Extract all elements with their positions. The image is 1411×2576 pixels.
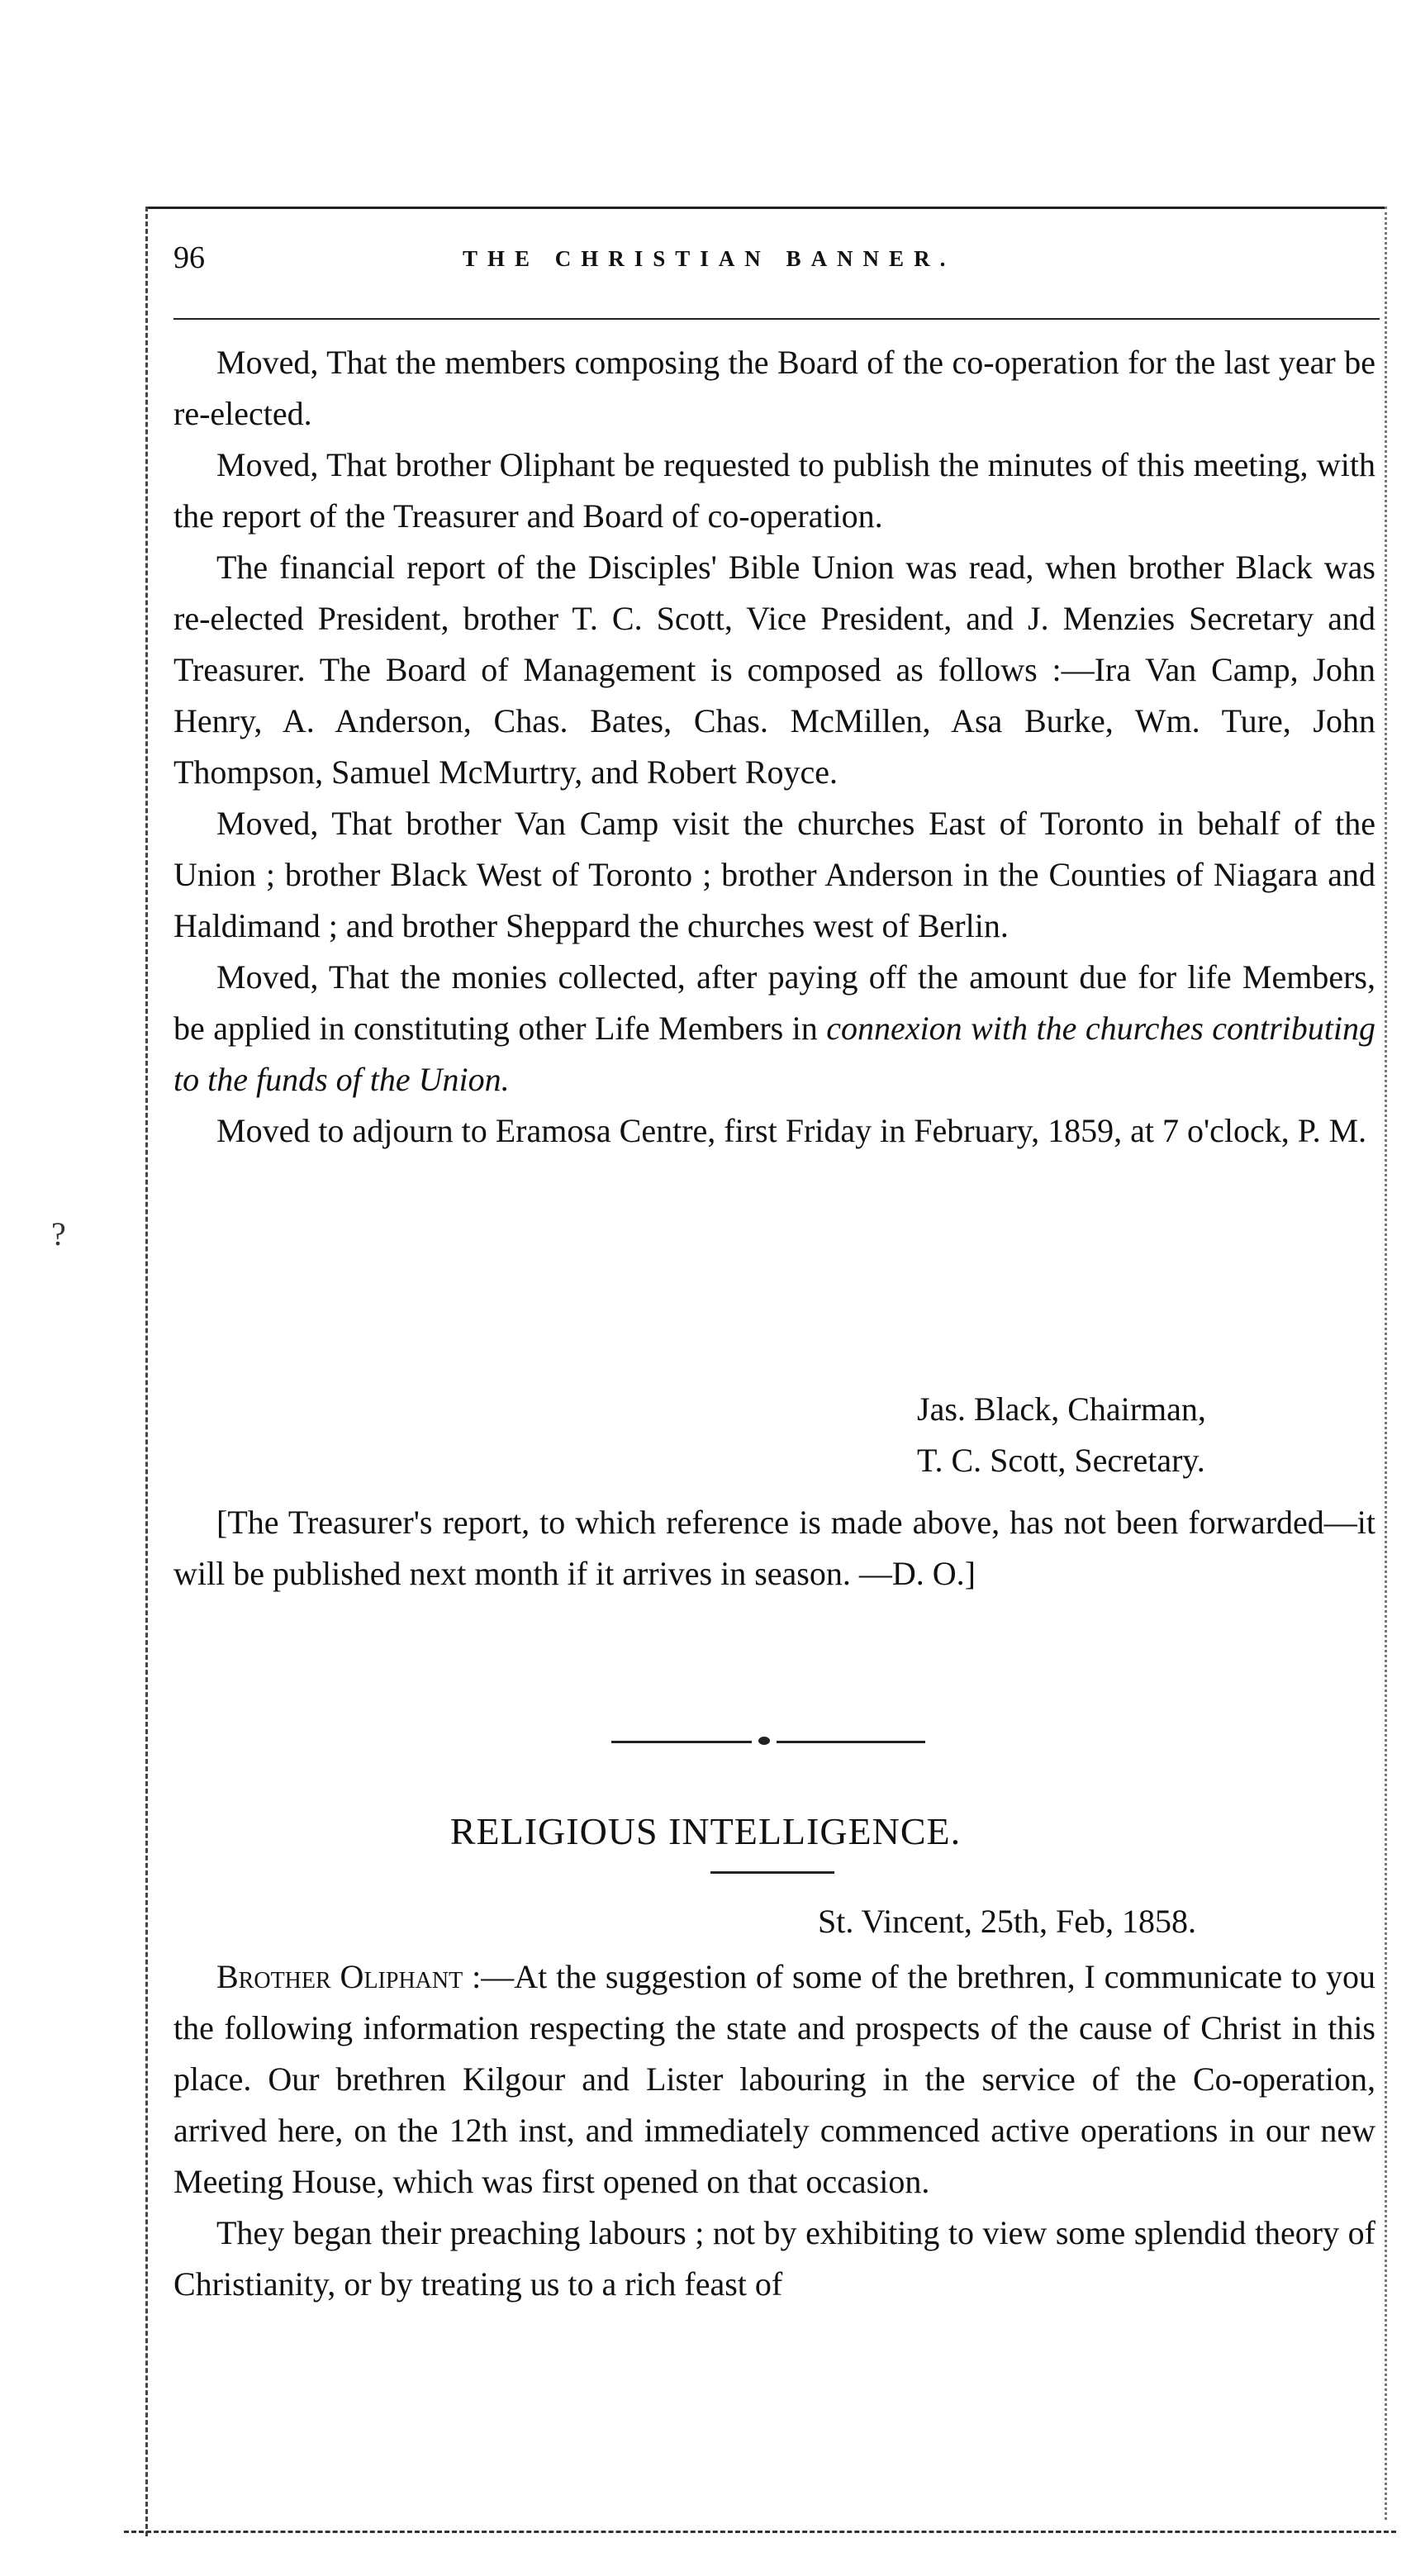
minutes-paragraph-4: Moved, That brother Van Camp visit the churches East of Toronto in behalf of the Union ; brother Black West of Toronto ; brother Anderson in the Counties of Niagara and Haldimand ; and brother Sheppard the churches west of Berlin. — [173, 805, 1375, 944]
running-title: THE CHRISTIAN BANNER. — [463, 246, 956, 271]
minutes-paragraph-5 — [173, 952, 1375, 1105]
letter-dateline: St. Vincent, 25th, Feb, 1858. — [818, 1903, 1196, 1940]
page-number: 96 — [173, 240, 205, 275]
letter-paragraph-1 — [173, 1951, 1375, 2208]
ornament-line-left — [611, 1741, 752, 1743]
minutes-block — [173, 337, 1375, 1157]
header-divider — [173, 318, 1380, 320]
editor-note-block — [173, 1497, 1375, 1599]
right-border — [1385, 207, 1387, 2520]
page-header — [173, 240, 1371, 289]
margin-mark: ? — [51, 1215, 66, 1252]
minutes-paragraph-1: Moved, That the members composing the Board of the co-operation for the last year be re-elected. — [173, 344, 1375, 432]
section-title: RELIGIOUS INTELLIGENCE. — [449, 1810, 962, 1852]
letter-salutation: Brother Oliphant : — [216, 1958, 482, 1995]
section-title-rule — [710, 1871, 834, 1874]
bottom-border — [124, 2531, 1396, 2533]
signature-block — [917, 1384, 1206, 1486]
top-border — [145, 207, 1385, 209]
minutes-paragraph-5-text: Moved, That the monies collected, after paying off the amount due for life Members, be applied in constituting other Life Members in — [173, 958, 1375, 1047]
letter-paragraph-1-text: —At the suggestion of some of the brethren, I communicate to you the following information respecting the state and prospects of the cause of Christ in this place. Our brethren Kilgour and Lister labouring in the service of the Co-operation, arrived here, on the 12th inst, and immediately commenced active operations in our new Meeting House, which was first opened on that occasion. — [173, 1958, 1375, 2200]
secretary-signature: T. C. Scott, Secretary. — [917, 1442, 1205, 1479]
letter-paragraph-2: They began their preaching labours ; not by exhibiting to view some splendid theory of Christianity, or by treating us to a rich feast of — [173, 2214, 1375, 2303]
ornament-dot — [758, 1737, 770, 1745]
minutes-paragraph-5-italic: connexion with the churches contributing to the funds of the Union. — [173, 1010, 1376, 1098]
ornament-line-right — [777, 1741, 925, 1743]
minutes-paragraph-3: The financial report of the Disciples' Bible Union was read, when brother Black was re-elected President, brother T. C. Scott, Vice President, and J. Menzies Secretary and Treasurer. The Board of Management is composed as follows :—Ira Van Camp, John Henry, A. Anderson, Chas. Bates, Chas. McMillen, Asa Burke, Wm. Ture, John Thompson, Samuel McMurtry, and Robert Royce. — [173, 549, 1375, 791]
left-border — [145, 207, 148, 2536]
minutes-paragraph-2: Moved, That brother Oliphant be requested to publish the minutes of this meeting, with the report of the Treasurer and Board of co-operation. — [173, 446, 1375, 535]
editor-note: [The Treasurer's report, to which reference is made above, has not been forwarded—it will be published next month if it arrives in season. —D. O.] — [173, 1504, 1375, 1592]
chairman-signature: Jas. Black, Chairman, — [917, 1390, 1206, 1428]
minutes-paragraph-6: Moved to adjourn to Eramosa Centre, first Friday in February, 1859, at 7 o'clock, P. M. — [216, 1112, 1367, 1149]
section-ornament — [611, 1737, 925, 1747]
letter-body — [173, 1951, 1375, 2310]
